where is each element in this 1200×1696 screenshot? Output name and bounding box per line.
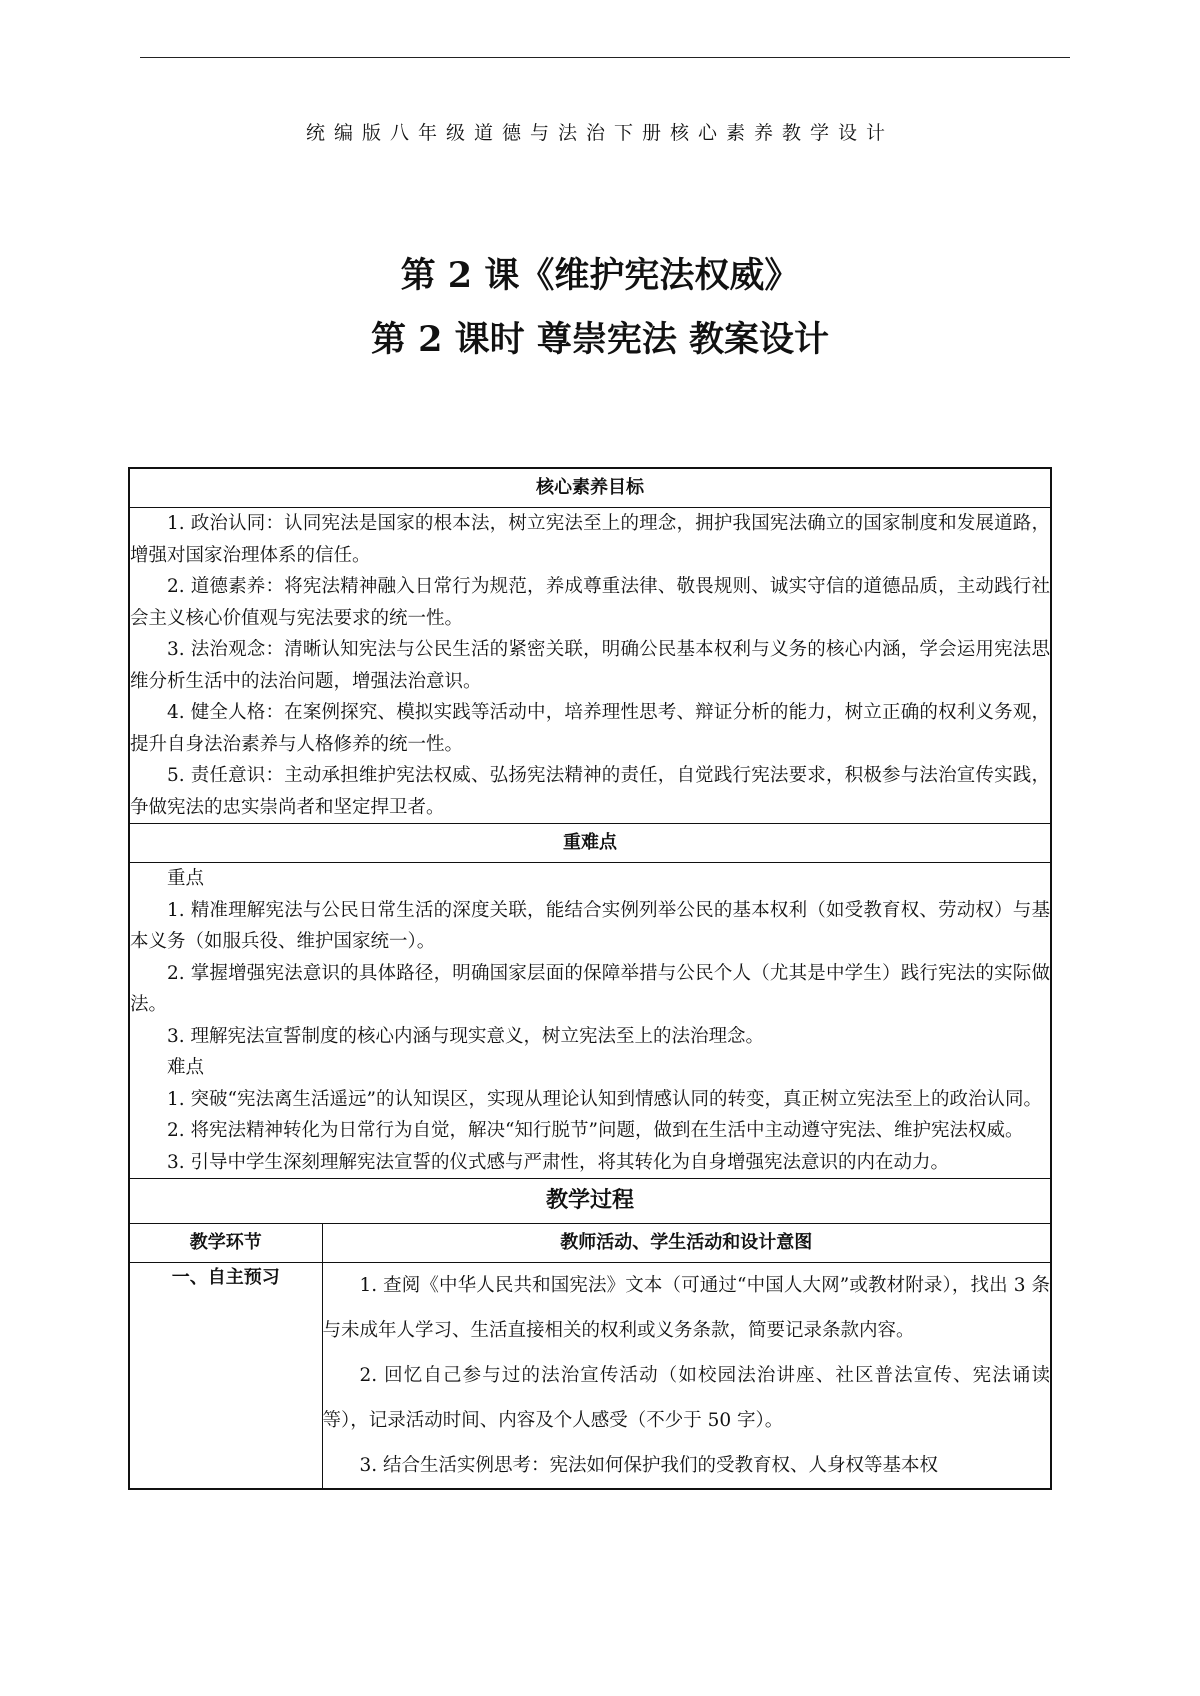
activity-item: 2. 回忆自己参与过的法治宣传活动（如校园法治讲座、社区普法宣传、宪法诵读等），记录活动时间、内容及个人感受（不少于 50 字）。 (322, 1365, 1050, 1431)
series-title: 统编版八年级道德与法治下册核心素养教学设计 (305, 122, 894, 144)
focus-label: 重点 (167, 868, 205, 889)
core-goal-item: 4. 健全人格：在案例探究、模拟实践等活动中，培养理性思考、辩证分析的能力，树立正确的权利义务观，提升自身法治素养与人格修养的统一性。 (130, 702, 1050, 755)
process-col-activity: 教师活动、学生活动和设计意图 (322, 1224, 1051, 1263)
lesson-title: 第 2 课《维护宪法权威》 (400, 255, 800, 296)
difficulty-item: 1. 突破“宪法离生活遥远”的认知误区，实现从理论认知到情感认同的转变，真正树立宪法至上的政治认同。 (167, 1088, 1042, 1110)
activity-item: 3. 结合生活实例思考：宪法如何保护我们的受教育权、人身权等基本权 (359, 1455, 939, 1476)
difficulty-item: 3. 引导中学生深刻理解宪法宣誓的仪式感与严肃性，将其转化为自身增强宪法意识的内在动力。 (167, 1151, 950, 1173)
lesson-plan-table (128, 467, 1052, 1490)
focus-item: 2. 掌握增强宪法意识的具体路径，明确国家层面的保障举措与公民个人（尤其是中学生）践行宪法的实际做法。 (130, 962, 1050, 1015)
process-heading: 教学过程 (129, 1179, 1051, 1224)
process-col-stage: 教学环节 (129, 1224, 322, 1263)
header-rule (140, 57, 1070, 58)
core-goal-item: 1. 政治认同：认同宪法是国家的根本法，树立宪法至上的理念，拥护我国宪法确立的国家制度和发展道路，增强对国家治理体系的信任。 (130, 513, 1050, 566)
difficulty-label: 难点 (167, 1057, 205, 1078)
keypoints-heading: 重难点 (129, 824, 1051, 863)
lesson-subtitle: 第 2 课时 尊崇宪法 教案设计 (370, 319, 830, 360)
focus-item: 3. 理解宪法宣誓制度的核心内涵与现实意义，树立宪法至上的法治理念。 (167, 1025, 765, 1047)
keypoints-section (129, 863, 1051, 1179)
self-study-activities (322, 1263, 1051, 1490)
core-goals-section (129, 508, 1051, 824)
stage-self-study: 一、自主预习 (129, 1263, 322, 1490)
focus-item: 1. 精准理解宪法与公民日常生活的深度关联，能结合实例列举公民的基本权利（如受教育权、劳动权）与基本义务（如服兵役、维护国家统一）。 (130, 899, 1050, 952)
core-goal-item: 5. 责任意识：主动承担维护宪法权威、弘扬宪法精神的责任，自觉践行宪法要求，积极参与法治宣传实践，争做宪法的忠实崇尚者和坚定捍卫者。 (130, 765, 1050, 818)
activity-item: 1. 查阅《中华人民共和国宪法》文本（可通过“中国人大网”或教材附录），找出 3 条与未成年人学习、生活直接相关的权利或义务条款，简要记录条款内容。 (322, 1275, 1050, 1341)
core-goals-heading: 核心素养目标 (129, 468, 1051, 508)
difficulty-item: 2. 将宪法精神转化为日常行为自觉，解决“知行脱节”问题，做到在生活中主动遵守宪法、维护宪法权威。 (167, 1120, 1024, 1141)
core-goal-item: 2. 道德素养：将宪法精神融入日常行为规范，养成尊重法律、敬畏规则、诚实守信的道德品质，主动践行社会主义核心价值观与宪法要求的统一性。 (130, 576, 1050, 629)
core-goal-item: 3. 法治观念：清晰认知宪法与公民生活的紧密关联，明确公民基本权利与义务的核心内涵，学会运用宪法思维分析生活中的法治问题，增强法治意识。 (130, 639, 1050, 692)
